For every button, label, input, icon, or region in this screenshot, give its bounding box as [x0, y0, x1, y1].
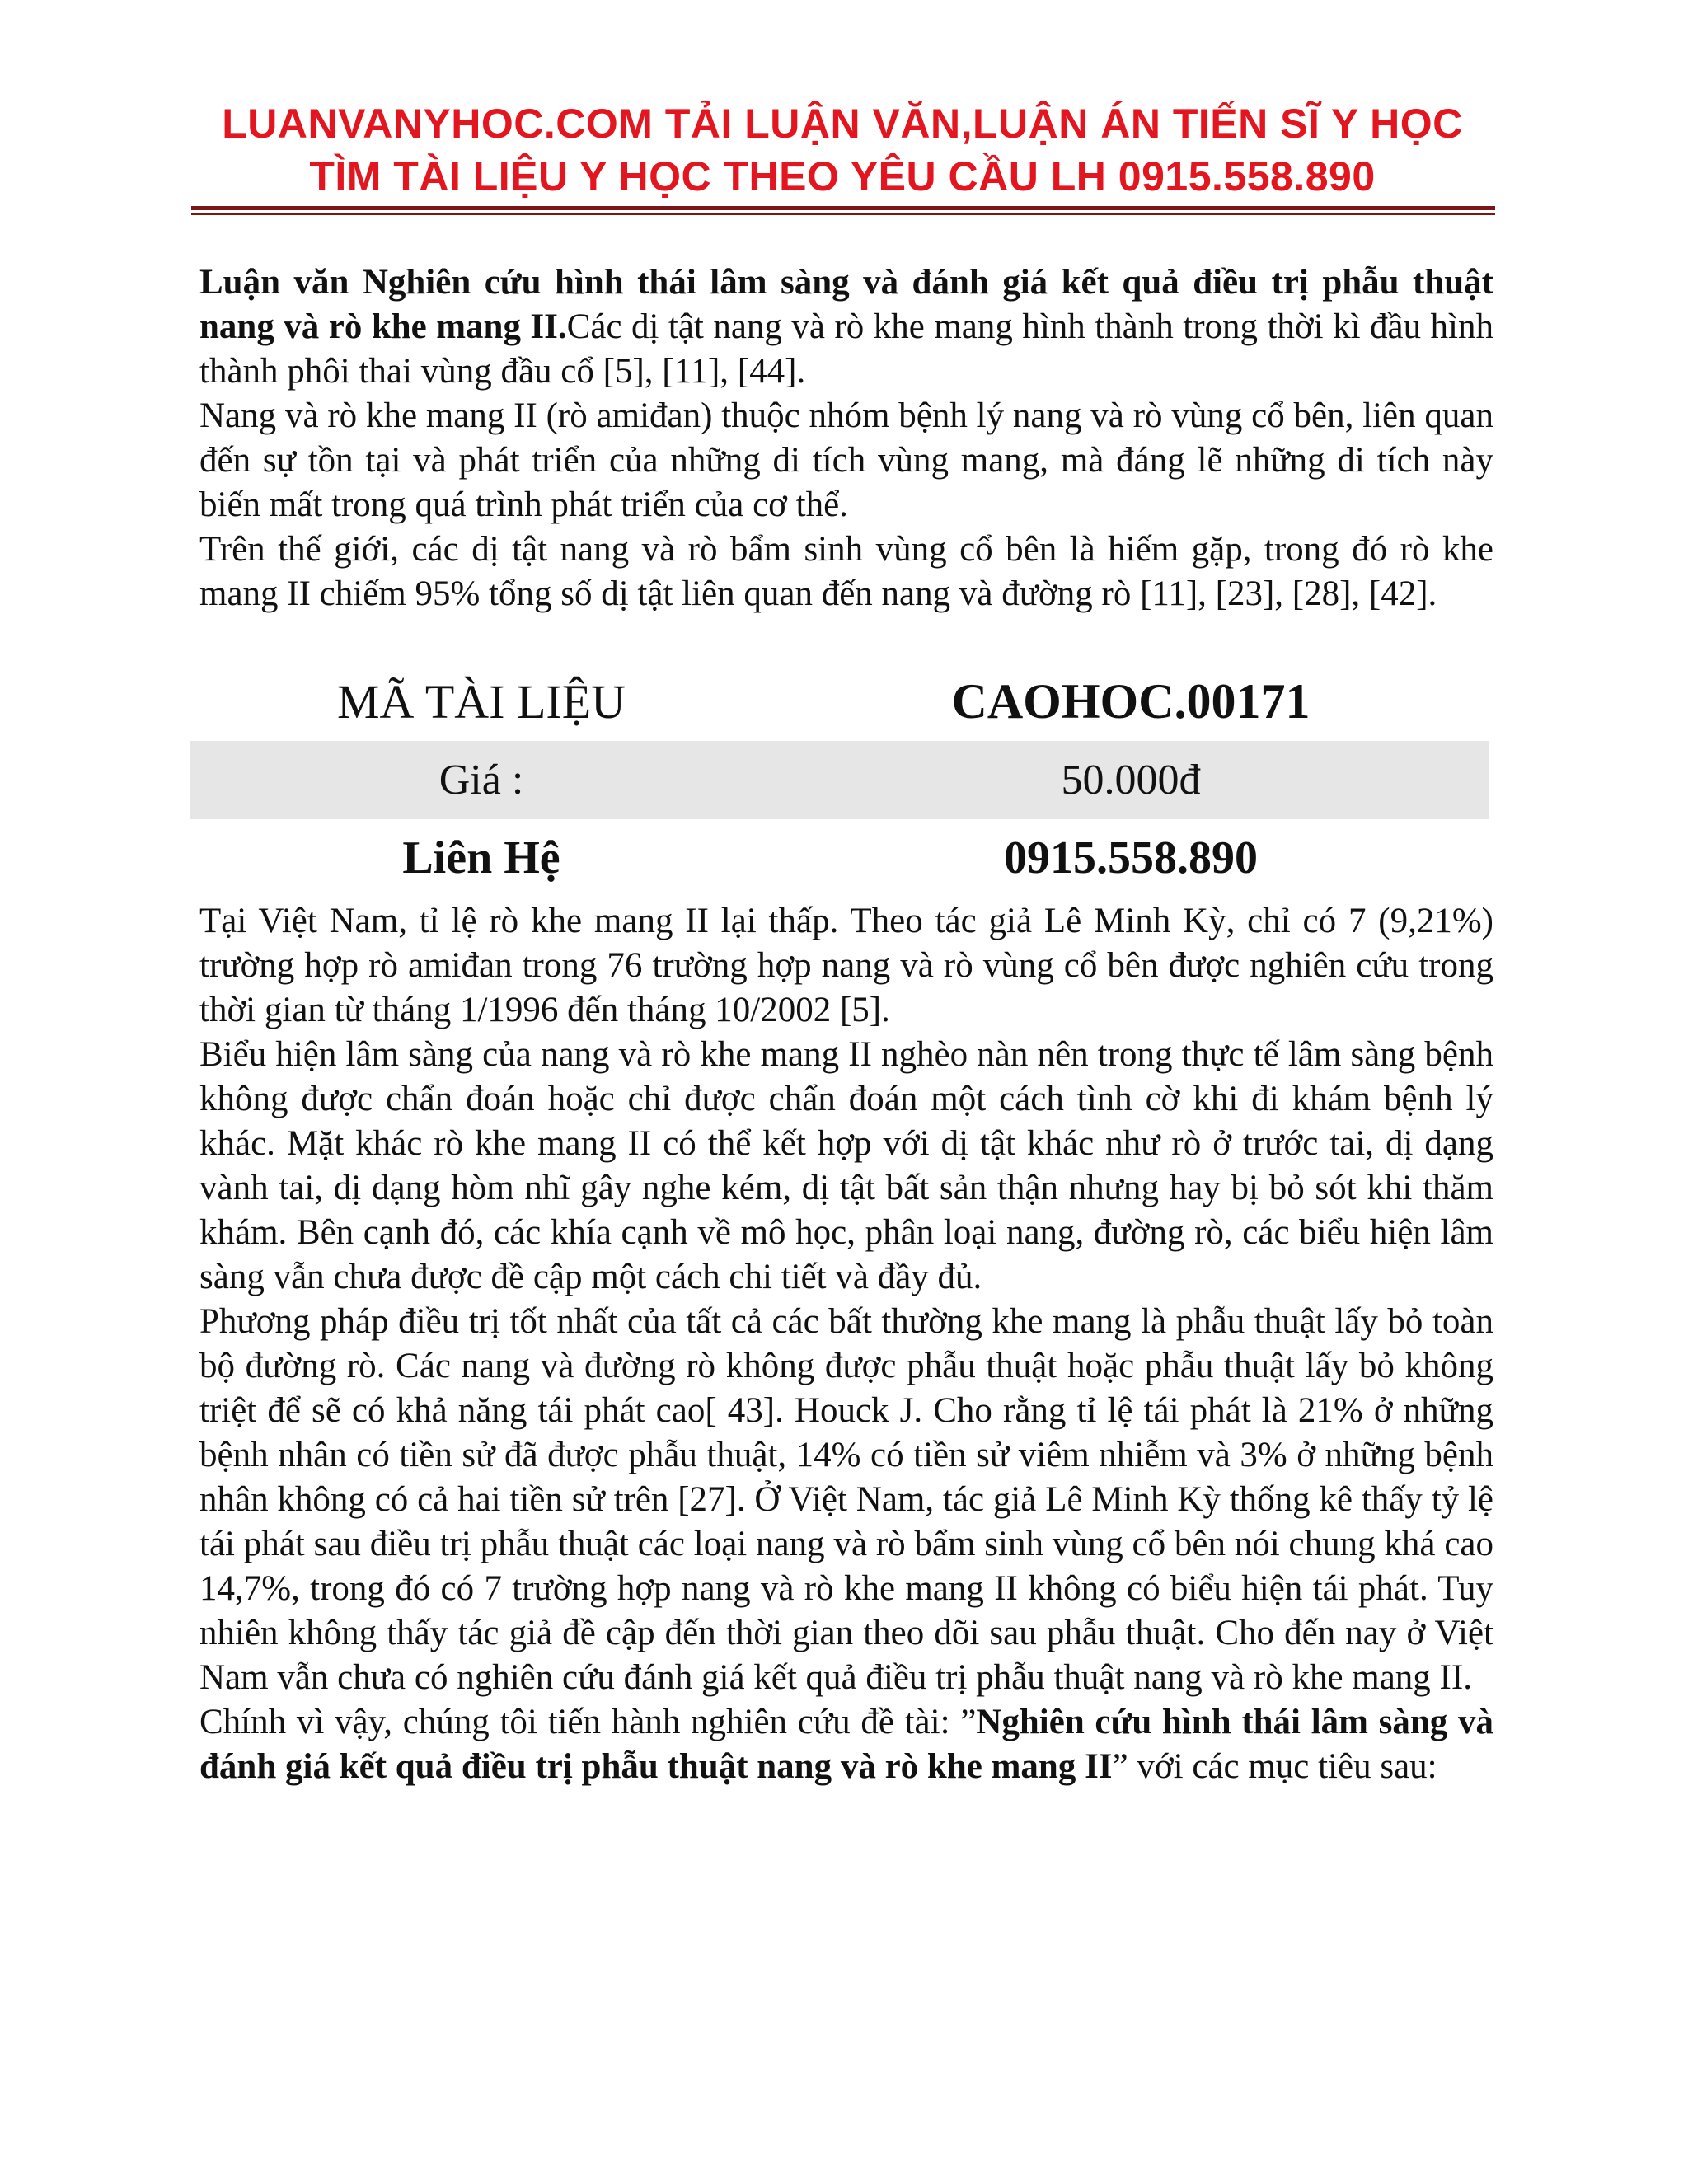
header-divider	[191, 206, 1495, 210]
info-row-code	[190, 663, 1489, 741]
document-title: Luận văn Nghiên cứu hình thái lâm sàng và đánh giá kết quả điều trị phẫu thuật nang và rò khe mang II.	[199, 263, 1493, 346]
price-value: 50.000đ	[1061, 757, 1201, 804]
main-paragraph-1: Tại Việt Nam, tỉ lệ rò khe mang II lại thấp. Theo tác giả Lê Minh Kỳ, chỉ có 7 (9,21%) trường hợp rò amiđan trong 76 trường hợp nang và rò vùng cổ bên được nghiên cứu trong thời gian từ tháng 1/1996 đến tháng 10/2002 [5].	[199, 902, 1493, 1029]
intro-paragraph-1	[199, 260, 1493, 394]
info-row-contact	[190, 819, 1489, 898]
header-line-2: TÌM TÀI LIỆU Y HỌC THEO YÊU CẦU LH 0915.558.890	[309, 153, 1376, 199]
intro-paragraph-2: Nang và rò khe mang II (rò amiđan) thuộc nhóm bệnh lý nang và rò vùng cổ bên, liên quan đến sự tồn tại và phát triển của những di tích vùng mang, mà đáng lẽ những di tích này biến mất trong quá trình phát triển của cơ thể.	[199, 396, 1493, 524]
intro-paragraph-1-text: Các dị tật nang và rò khe mang hình thành trong thời kì đầu hình thành phôi thai vùng đầu cổ [5], [11], [44].	[199, 307, 1494, 391]
intro-paragraph-3: Trên thế giới, các dị tật nang và rò bẩm sinh vùng cổ bên là hiếm gặp, trong đó rò khe mang II chiếm 95% tổng số dị tật liên quan đến nang và đường rò [11], [23], [28], [42].	[199, 530, 1493, 613]
info-row-price	[190, 741, 1489, 819]
intro-section	[199, 260, 1493, 616]
contact-phone: 0915.558.890	[1004, 832, 1258, 883]
price-label: Giá :	[438, 757, 524, 804]
main-paragraph-4-end: ” với các mục tiêu sau:	[1112, 1747, 1437, 1786]
document-info-table	[190, 663, 1489, 898]
contact-label: Liên Hệ	[402, 832, 560, 883]
main-paragraph-3: Phương pháp điều trị tốt nhất của tất cả các bất thường khe mang là phẫu thuật lấy bỏ toàn bộ đường rò. Các nang và đường rò không được phẫu thuật hoặc phẫu thuật lấy bỏ không triệt để sẽ có khả năng tái phát cao[ 43]. Houck J. Cho rằng tỉ lệ tái phát là 21% ở những bệnh nhân có tiền sử đã được phẫu thuật, 14% có tiền sử viêm nhiễm và 3% ở những bệnh nhân không có cả hai tiền sử trên [27]. Ở Việt Nam, tác giả Lê Minh Kỳ thống kê thấy tỷ lệ tái phát sau điều trị phẫu thuật các loại nang và rò bẩm sinh vùng cổ bên nói chung khá cao 14,7%, trong đó có 7 trường hợp nang và rò khe mang II không có biểu hiện tái phát. Tuy nhiên không thấy tác giả đề cập đến thời gian theo dõi sau phẫu thuật. Cho đến nay ở Việt Nam vẫn chưa có nghiên cứu đánh giá kết quả điều trị phẫu thuật nang và rò khe mang II.	[199, 1302, 1493, 1697]
study-topic-title: Nghiên cứu hình thái lâm sàng và đánh giá kết quả điều trị phẫu thuật nang và rò khe mang II	[199, 1703, 1493, 1786]
main-paragraph-4	[199, 1700, 1493, 1789]
page-header	[191, 97, 1493, 203]
main-section	[199, 899, 1493, 1789]
main-paragraph-4-start: Chính vì vậy, chúng tôi tiến hành nghiên cứu đề tài: ”	[199, 1703, 977, 1741]
code-label: MÃ TÀI LIỆU	[336, 675, 626, 729]
header-line-1: LUANVANYHOC.COM TẢI LUẬN VĂN,LUẬN ÁN TIẾN SĨ Y HỌC	[222, 101, 1463, 147]
main-paragraph-2: Biểu hiện lâm sàng của nang và rò khe mang II nghèo nàn nên trong thực tế lâm sàng bệnh không được chẩn đoán hoặc chỉ được chẩn đoán một cách tình cờ khi đi khám bệnh lý khác. Mặt khác rò khe mang II có thể kết hợp với dị tật khác như rò ở trước tai, dị dạng vành tai, dị dạng hòm nhĩ gây nghe kém, dị tật bất sản thận nhưng hay bị bỏ sót khi thăm khám. Bên cạnh đó, các khía cạnh về mô học, phân loại nang, đường rò, các biểu hiện lâm sàng vẫn chưa được đề cập một cách chi tiết và đầy đủ.	[199, 1035, 1493, 1296]
code-value: CAOHOC.00171	[951, 674, 1311, 729]
header-divider-thin	[191, 213, 1495, 215]
